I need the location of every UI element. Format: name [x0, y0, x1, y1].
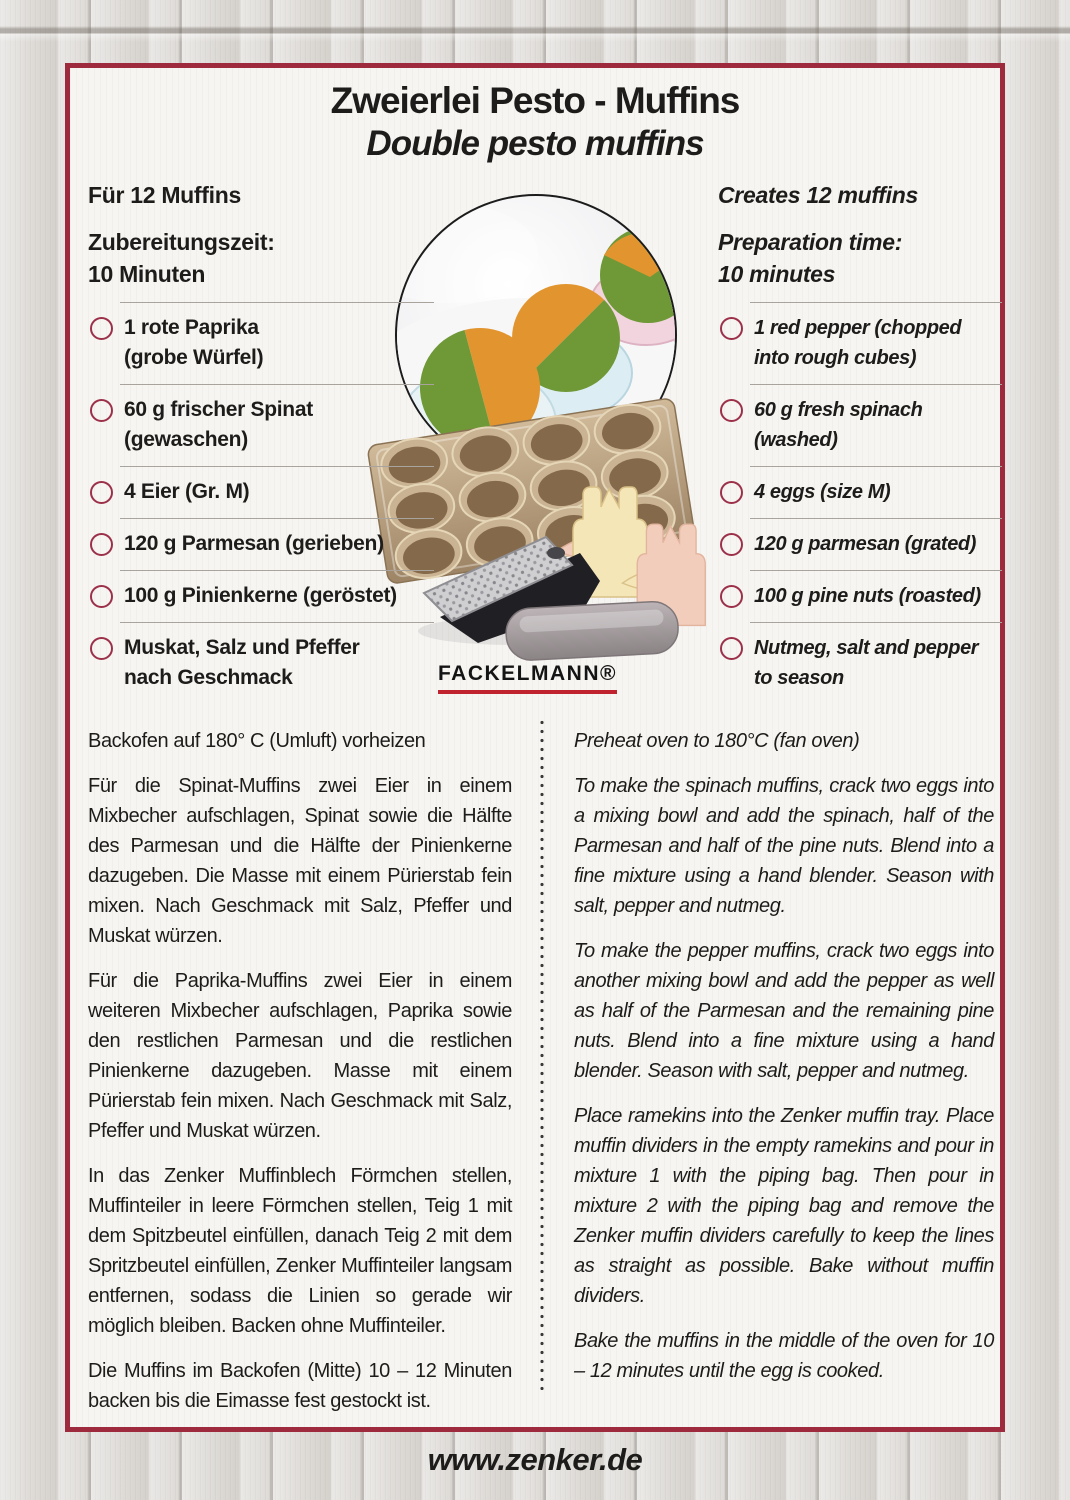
ingredient-text: to season — [754, 667, 844, 689]
ingredient-item — [718, 622, 1004, 704]
circle-bullet-icon — [720, 317, 743, 340]
website-url: www.zenker.de — [427, 1442, 643, 1477]
ingredient-text: 60 g frischer Spinat — [124, 398, 313, 421]
circle-bullet-icon — [720, 399, 743, 422]
ingredient-text: 60 g fresh spinach — [754, 399, 923, 421]
circle-bullet-icon — [90, 533, 113, 556]
instruction-paragraph: Bake the muffins in the middle of the oven for 10 – 12 minutes until the egg is cooked. — [574, 1330, 994, 1382]
instruction-paragraph: Für die Spinat-Muffins zwei Eier in einem Mixbecher aufschlagen, Spinat sowie die Hälfte des Parmesan und die Hälfte der Pinienkerne dazugeben. Die Masse mit einem Pürierstab fein mixen. Nach Geschmack mit Salz, Pfeffer und Muskat würzen. — [88, 775, 512, 947]
ingredient-item — [88, 384, 436, 466]
ingredient-text: into rough cubes) — [754, 347, 917, 369]
instruction-paragraph: To make the pepper muffins, crack two eggs into another mixing bowl and add the pepper as well as half of the Parmesan and the remaining pine nuts. Blend into a fine mixture using a hand blender. Season with salt, pepper and nutmeg. — [574, 940, 994, 1082]
instruction-paragraph: Für die Paprika-Muffins zwei Eier in einem weiteren Mixbecher aufschlagen, Paprika sowie den restlichen Parmesan und die restlichen Pinienkerne dazugeben. Masse mit einem Pürierstab fein mixen. Nach Geschmack mit Salz, Pfeffer und Muskat würzen. — [88, 970, 512, 1142]
circle-bullet-icon — [90, 399, 113, 422]
instruction-paragraph: Die Muffins im Backofen (Mitte) 10 – 12 Minuten backen bis die Eimasse fest gestockt ist. — [88, 1360, 512, 1412]
ingredient-item — [88, 622, 436, 704]
ingredient-item — [88, 570, 436, 622]
circle-bullet-icon — [90, 585, 113, 608]
ingredient-text: 100 g Pinienkerne (geröstet) — [124, 584, 397, 607]
lid-illustration — [505, 600, 679, 661]
recipe-card — [65, 63, 1005, 1432]
ingredients-section-english — [718, 180, 1004, 704]
ingredient-text: 120 g Parmesan (gerieben) — [124, 532, 384, 555]
prep-time-caption: Zubereitungszeit: — [88, 229, 275, 255]
circle-bullet-icon — [720, 585, 743, 608]
instructions-english — [574, 726, 994, 1401]
ingredient-text: 1 red pepper (chopped — [754, 317, 962, 339]
circle-bullet-icon — [720, 481, 743, 504]
recipe-title-german: Zweierlei Pesto - Muffins — [330, 80, 740, 121]
prep-time-value: 10 Minuten — [88, 261, 206, 287]
yield-label: Für 12 Muffins — [88, 182, 241, 208]
ingredient-text: (washed) — [754, 429, 838, 451]
circle-bullet-icon — [720, 533, 743, 556]
instruction-paragraph: Preheat oven to 180°C (fan oven) — [574, 730, 860, 752]
circle-bullet-icon — [90, 317, 113, 340]
circle-bullet-icon — [720, 637, 743, 660]
instructions-german — [88, 726, 512, 1431]
ingredient-list-german — [88, 302, 436, 704]
ingredient-item — [718, 518, 1004, 570]
ingredient-item — [88, 302, 436, 384]
ingredients-section-german — [88, 180, 436, 704]
instruction-paragraph: To make the spinach muffins, crack two eggs into a mixing bowl and add the spinach, half of the Parmesan and half of the pine nuts. Blend into a fine mixture using a hand blender. Season with salt, pepper and nutmeg. — [574, 775, 994, 917]
ingredient-text: 4 Eier (Gr. M) — [124, 480, 250, 503]
ingredient-text: Muskat, Salz und Pfeffer — [124, 636, 360, 659]
ingredient-list-english — [718, 302, 1004, 704]
instruction-paragraph: Place ramekins into the Zenker muffin tray. Place muffin dividers in the empty ramekins and pour in mixture 1 with the piping bag. Then pour in mixture 2 with the piping bag and remove the Zenker muffin dividers carefully to keep the lines as straight as possible. Bake without muffin dividers. — [574, 1105, 994, 1307]
ingredient-text: (grobe Würfel) — [124, 346, 264, 369]
prep-time-value: 10 minutes — [718, 261, 836, 287]
fackelmann-logo: FACKELMANN® — [438, 662, 617, 694]
instruction-paragraph: Backofen auf 180° C (Umluft) vorheizen — [88, 730, 426, 752]
ingredient-text: 4 eggs (size M) — [754, 481, 891, 503]
circle-bullet-icon — [90, 637, 113, 660]
ingredient-item — [718, 384, 1004, 466]
ingredient-item — [88, 466, 436, 518]
ingredient-text: Nutmeg, salt and pepper — [754, 637, 979, 659]
circle-bullet-icon — [90, 481, 113, 504]
dotted-column-divider — [540, 718, 544, 1390]
ingredient-item — [718, 302, 1004, 384]
ingredient-text: (gewaschen) — [124, 428, 248, 451]
ingredient-item — [718, 570, 1004, 622]
ingredient-item — [88, 518, 436, 570]
prep-time-caption: Preparation time: — [718, 229, 903, 255]
ingredient-text: 1 rote Paprika — [124, 316, 259, 339]
ingredient-text: nach Geschmack — [124, 666, 293, 689]
ingredient-item — [718, 466, 1004, 518]
recipe-title-english: Double pesto muffins — [366, 124, 704, 163]
ingredient-text: 100 g pine nuts (roasted) — [754, 585, 981, 607]
instruction-paragraph: In das Zenker Muffinblech Förmchen stellen, Muffinteiler in leere Förmchen stellen, Teig 1 mit dem Spitzbeutel einfüllen, danach Teig 2 mit dem Spritzbeutel einfüllen, Zenker Muffinteiler langsam entfernen, sodass die Linien so gerade wir möglich bleiben. Backen ohne Muffinteiler. — [88, 1165, 512, 1337]
yield-label: Creates 12 muffins — [718, 182, 918, 208]
ingredient-text: 120 g parmesan (grated) — [754, 533, 976, 555]
prep-time-label — [88, 226, 436, 290]
prep-time-label — [718, 226, 1004, 290]
